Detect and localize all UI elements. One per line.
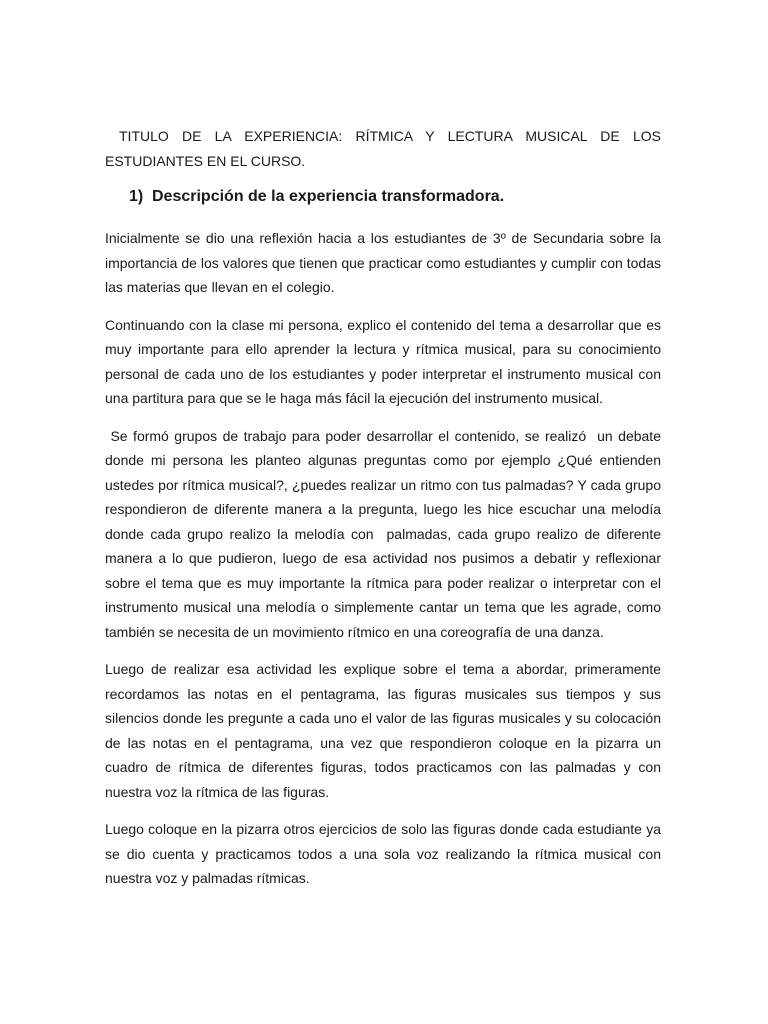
section-number: 1) (129, 188, 144, 205)
paragraph-1: Inicialmente se dio una reflexión hacia a los estudiantes de 3º de Secundaria sobre la importancia de los valores que tienen que practicar como estudiantes y cumplir con todas las materias que llevan en el colegio. (105, 230, 661, 295)
section-heading-text: Descripción de la experiencia transformadora. (152, 188, 505, 205)
document-title: TITULO DE LA EXPERIENCIA: RÍTMICA Y LECTURA MUSICAL DE LOS ESTUDIANTES EN EL CURSO. (105, 128, 661, 169)
section-heading (129, 185, 661, 209)
paragraph-2: Continuando con la clase mi persona, explico el contenido del tema a desarrollar que es muy importante para ello aprender la lectura y rítmica musical, para su conocimiento personal de cada uno de los estudiantes y poder interpretar el instrumento musical con una partitura para que se le haga más fácil la ejecución del instrumento musical. (105, 316, 661, 406)
document-page (105, 124, 665, 904)
paragraph-4: Luego de realizar esa actividad les explique sobre el tema a abordar, primeramente recordamos las notas en el pentagrama, las figuras musicales sus tiempos y sus silencios donde les pregunte a cada uno el valor de las figuras musicales y su colocación de las notas en el pentagrama, una vez que respondieron coloque en la pizarra un cuadro de rítmica de diferentes figuras, todos practicamos con las palmadas y con nuestra voz la rítmica de las figuras. (105, 661, 661, 800)
paragraph-5: Luego coloque en la pizarra otros ejercicios de solo las figuras donde cada estudiante ya se dio cuenta y practicamos todos a una sola voz realizando la rítmica musical con nuestra voz y palmadas rítmicas. (105, 821, 661, 886)
paragraph-3: Se formó grupos de trabajo para poder desarrollar el contenido, se realizó un debate donde mi persona les planteo algunas preguntas como por ejemplo ¿Qué entienden ustedes por rítmica musical?, ¿puedes realizar un ritmo con tus palmadas? Y cada grupo respondieron de diferente manera a la pregunta, luego les hice escuchar una melodía donde cada grupo realizo la melodía con palmadas, cada grupo realizo de diferente manera a lo que pudieron, luego de esa actividad nos pusimos a debatir y reflexionar sobre el tema que es muy importante la rítmica para poder realizar o interpretar con el instrumento musical una melodía o simplemente cantar un tema que les agrade, como también se necesita de un movimiento rítmico en una coreografía de una danza. (105, 427, 665, 640)
